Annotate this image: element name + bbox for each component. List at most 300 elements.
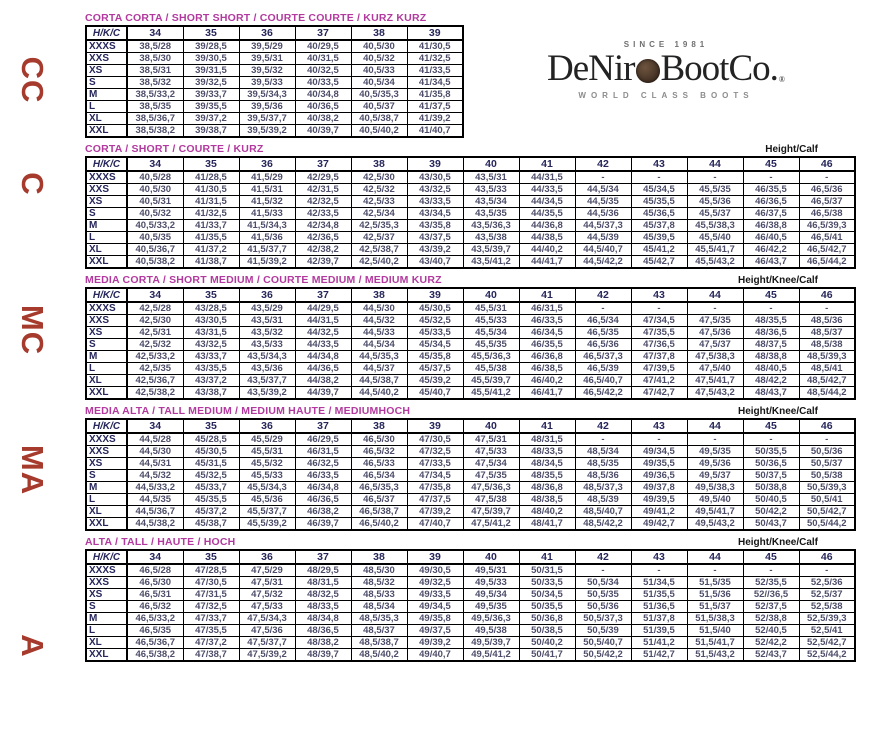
size-cell: 47,5/34	[463, 458, 519, 470]
side-label-corta-corta: CC	[15, 56, 50, 104]
table-row-xl	[86, 375, 855, 387]
size-cell: 40,5/32	[351, 53, 407, 65]
size-cell: 50/33,5	[519, 577, 575, 589]
table-row-xxl	[86, 518, 855, 531]
size-cell: 48,5/34	[575, 446, 631, 458]
column-header-size-44: 44	[687, 157, 743, 171]
size-cell: 51/42,7	[631, 649, 687, 662]
row-size-label: S	[86, 77, 127, 89]
size-cell: 48/37,5	[743, 339, 799, 351]
size-cell: 47/34,5	[407, 470, 463, 482]
size-cell: 47/37,2	[183, 637, 239, 649]
column-header-size-37: 37	[295, 550, 351, 564]
size-cell: 44,5/30	[351, 302, 407, 315]
size-cell: 42/39,7	[295, 256, 351, 269]
table-row-xxxs	[86, 564, 855, 577]
size-cell: 43,5/31	[239, 315, 295, 327]
size-cell: 38,5/38,2	[127, 125, 183, 138]
size-cell: 44,5/38,7	[351, 375, 407, 387]
column-header-size-38: 38	[351, 550, 407, 564]
size-cell: -	[631, 433, 687, 446]
size-cell: 43/39,2	[407, 244, 463, 256]
size-cell: 40/36,5	[295, 101, 351, 113]
table-row-xxs	[86, 53, 463, 65]
size-cell: 47/31,5	[183, 589, 239, 601]
size-cell: 39/28,5	[183, 40, 239, 53]
row-size-label: M	[86, 89, 127, 101]
size-cell: 39,5/37,7	[239, 113, 295, 125]
size-cell: 47,5/35	[687, 315, 743, 327]
size-cell: 44,5/42,2	[575, 256, 631, 269]
row-size-label: XXS	[86, 53, 127, 65]
size-cell: -	[799, 302, 855, 315]
row-size-label: XXL	[86, 649, 127, 662]
size-cell: 42,5/30	[351, 171, 407, 184]
size-cell: 48/34,8	[295, 613, 351, 625]
row-size-label: XXXS	[86, 302, 127, 315]
size-cell: 42,5/40,2	[351, 256, 407, 269]
size-cell: 45,5/33	[239, 470, 295, 482]
size-cell: 44,5/32	[127, 470, 183, 482]
size-cell: 51/36,5	[631, 601, 687, 613]
size-cell: 41/35,5	[183, 232, 239, 244]
size-cell: 47,5/34,3	[239, 613, 295, 625]
table-row-xl	[86, 506, 855, 518]
size-cell: 47/38,7	[183, 649, 239, 662]
size-cell: 40,5/32	[127, 208, 183, 220]
size-cell: 45,5/39,7	[463, 375, 519, 387]
table-row-s	[86, 77, 463, 89]
size-cell: 48,5/34	[351, 601, 407, 613]
table-row-m	[86, 613, 855, 625]
size-cell: 46,5/31	[127, 589, 183, 601]
row-size-label: XXXS	[86, 433, 127, 446]
size-cell: 41/37,2	[183, 244, 239, 256]
size-cell: 52/38,8	[743, 613, 799, 625]
size-cell: 40,5/37	[351, 101, 407, 113]
row-size-label: XXL	[86, 256, 127, 269]
size-cell: 46,5/38	[799, 208, 855, 220]
table-row-xl	[86, 113, 463, 125]
side-label-alta: A	[15, 634, 50, 658]
size-cell: 45/32,5	[407, 315, 463, 327]
table-row-xxs	[86, 577, 855, 589]
column-header-size-39: 39	[407, 550, 463, 564]
size-cell: 41/32,5	[183, 208, 239, 220]
size-cell: 46/37,5	[743, 208, 799, 220]
size-cell: 47/35,5	[631, 327, 687, 339]
size-cell: 39,5/31	[239, 53, 295, 65]
size-table-section-1	[85, 11, 462, 138]
corner-header-hkc: H/K/C	[86, 550, 127, 564]
size-cell: 52/35,5	[743, 577, 799, 589]
size-cell: 40/34,8	[295, 89, 351, 101]
size-cell: 45,5/38,3	[687, 220, 743, 232]
size-cell: 47,5/33	[239, 601, 295, 613]
size-cell: 47/35,5	[183, 625, 239, 637]
size-cell: 46/29,5	[295, 433, 351, 446]
row-size-label: XXL	[86, 387, 127, 400]
size-cell: 48,5/38,7	[351, 637, 407, 649]
size-cell: 45/32,5	[183, 470, 239, 482]
size-cell: 44/39,7	[295, 387, 351, 400]
size-cell: 40,5/30	[351, 40, 407, 53]
column-header-size-44: 44	[687, 419, 743, 433]
size-cell: 51,5/36	[687, 589, 743, 601]
size-cell: 45/37,2	[183, 506, 239, 518]
size-cell: 45/39,5	[631, 232, 687, 244]
size-cell: 47/28,5	[183, 564, 239, 577]
size-cell: 48/41,7	[519, 518, 575, 531]
size-cell: 52,5/41	[799, 625, 855, 637]
size-cell: 44/38,5	[519, 232, 575, 244]
size-cell: 43,5/35	[463, 208, 519, 220]
size-cell: 45,5/37,7	[239, 506, 295, 518]
size-cell: 47,5/43,2	[687, 387, 743, 400]
column-header-size-34: 34	[127, 550, 183, 564]
side-label-corta: C	[15, 172, 50, 196]
size-cell: 45,5/37	[687, 208, 743, 220]
size-cell: 52/37,5	[743, 601, 799, 613]
size-cell: 39/38,7	[183, 125, 239, 138]
size-table-section-5	[85, 535, 854, 662]
size-cell: 46,5/36,7	[127, 637, 183, 649]
size-cell: 50/37,5	[743, 470, 799, 482]
column-header-size-37: 37	[295, 419, 351, 433]
table-row-xl	[86, 637, 855, 649]
size-cell: 45,5/36,3	[463, 351, 519, 363]
column-header-size-42: 42	[575, 157, 631, 171]
size-cell: 50,5/40,7	[575, 637, 631, 649]
column-header-size-35: 35	[183, 550, 239, 564]
size-cell: 44,5/37	[351, 363, 407, 375]
size-table	[85, 156, 856, 269]
size-cell: 43,5/34,3	[239, 351, 295, 363]
size-cell: 42/29,5	[295, 171, 351, 184]
measure-unit-label: Height/Knee/Calf	[737, 406, 818, 417]
size-cell: 48/34,5	[519, 458, 575, 470]
size-cell: 45,5/29	[239, 433, 295, 446]
size-cell: 45,5/31	[239, 446, 295, 458]
size-cell: 39/30,5	[183, 53, 239, 65]
size-cell: 46/34,5	[519, 327, 575, 339]
row-size-label: XS	[86, 327, 127, 339]
size-cell: 42,5/32	[127, 339, 183, 351]
size-cell: 44,5/33	[351, 327, 407, 339]
size-cell: 43/35,5	[183, 363, 239, 375]
size-cell: 42/36,5	[295, 232, 351, 244]
size-cell: 46/36,8	[519, 351, 575, 363]
size-cell: 48,5/35,3	[351, 613, 407, 625]
size-cell: 47/30,5	[407, 433, 463, 446]
table-row-xxxs	[86, 40, 463, 53]
size-cell: 45/33,7	[183, 482, 239, 494]
size-cell: 45/36,5	[631, 208, 687, 220]
size-cell: 43/32,5	[183, 339, 239, 351]
size-cell: 46/41,7	[519, 387, 575, 400]
size-cell: 45/35,5	[183, 494, 239, 506]
column-header-size-41: 41	[519, 419, 575, 433]
column-header-size-45: 45	[743, 419, 799, 433]
size-cell: 47,5/36	[687, 327, 743, 339]
size-cell: 51/37,8	[631, 613, 687, 625]
size-cell: 38,5/35	[127, 101, 183, 113]
size-cell: 48,5/42,7	[799, 375, 855, 387]
size-cell: 45/28,5	[183, 433, 239, 446]
size-cell: 41,5/39,2	[239, 256, 295, 269]
size-cell: 48,5/32	[351, 577, 407, 589]
size-cell: 52/40,5	[743, 625, 799, 637]
size-cell: 44,5/36	[575, 208, 631, 220]
size-cell: 47,5/40	[687, 363, 743, 375]
size-cell: 48/39,7	[295, 649, 351, 662]
size-cell: 46/38,8	[743, 220, 799, 232]
size-cell: 42/31,5	[295, 184, 351, 196]
size-cell: 46,5/42,7	[799, 244, 855, 256]
size-cell: 46,5/38,2	[127, 649, 183, 662]
column-header-size-45: 45	[743, 550, 799, 564]
size-cell: 46/35,5	[743, 184, 799, 196]
row-size-label: L	[86, 363, 127, 375]
size-cell: -	[743, 302, 799, 315]
row-size-label: XL	[86, 244, 127, 256]
size-cell: 51,5/43,2	[687, 649, 743, 662]
size-cell: 41/38,7	[183, 256, 239, 269]
size-cell: 41/33,5	[407, 65, 463, 77]
size-cell: 48/33,5	[519, 446, 575, 458]
column-header-size-40: 40	[463, 157, 519, 171]
size-cell: 45,5/41,2	[463, 387, 519, 400]
size-cell: 46/42,2	[743, 244, 799, 256]
column-header-size-34: 34	[127, 288, 183, 302]
size-cell: 46,5/28	[127, 564, 183, 577]
size-cell: 42/38,2	[295, 244, 351, 256]
size-cell: 50/38,5	[519, 625, 575, 637]
column-header-size-40: 40	[463, 288, 519, 302]
size-cell: 50/40,5	[743, 494, 799, 506]
row-size-label: XL	[86, 506, 127, 518]
size-cell: 43,5/41,2	[463, 256, 519, 269]
size-cell: 47/37,8	[631, 351, 687, 363]
size-cell: 45/33,5	[407, 327, 463, 339]
size-cell: 48/31,5	[295, 577, 351, 589]
size-cell: 49/34,5	[631, 446, 687, 458]
size-cell: 48,5/44,2	[799, 387, 855, 400]
size-cell: 49,5/38,3	[687, 482, 743, 494]
size-cell: 48,5/40,7	[575, 506, 631, 518]
size-cell: 43,5/37,7	[239, 375, 295, 387]
size-cell: 49/40,7	[407, 649, 463, 662]
size-cell: 40/31,5	[295, 53, 351, 65]
size-cell: 48/36,5	[743, 327, 799, 339]
size-cell: 39,5/34,3	[239, 89, 295, 101]
size-cell: -	[575, 302, 631, 315]
size-cell: 47/40,7	[407, 518, 463, 531]
size-cell: 43,5/29	[239, 302, 295, 315]
size-cell: -	[687, 564, 743, 577]
size-cell: 43/30,5	[183, 315, 239, 327]
column-header-size-39: 39	[407, 419, 463, 433]
size-cell: 46/34,8	[295, 482, 351, 494]
size-cell: 46,5/35	[575, 327, 631, 339]
size-cell: 39/35,5	[183, 101, 239, 113]
size-cell: 42,5/36,7	[127, 375, 183, 387]
size-cell: 41/30,5	[183, 184, 239, 196]
size-cell: 39/32,5	[183, 77, 239, 89]
row-size-label: S	[86, 601, 127, 613]
size-cell: 45,5/34,3	[239, 482, 295, 494]
size-cell: 48,5/38	[799, 339, 855, 351]
size-cell: 48,5/39,3	[799, 351, 855, 363]
size-cell: 48,5/39	[575, 494, 631, 506]
column-header-size-37: 37	[295, 26, 351, 40]
table-row-l	[86, 625, 855, 637]
column-header-size-36: 36	[239, 419, 295, 433]
size-cell: 49/41,2	[631, 506, 687, 518]
size-cell: 40,5/38,7	[351, 113, 407, 125]
row-size-label: S	[86, 470, 127, 482]
size-cell: 49/39,5	[631, 494, 687, 506]
size-table	[85, 549, 856, 662]
logo-name-left: DeNir	[547, 48, 635, 89]
size-cell: 49/42,7	[631, 518, 687, 531]
column-header-size-42: 42	[575, 550, 631, 564]
size-cell: 46,5/42,2	[575, 387, 631, 400]
measure-unit-label: Height/Calf	[765, 144, 818, 155]
size-cell: 48/35,5	[743, 315, 799, 327]
size-cell: 47,5/41,7	[687, 375, 743, 387]
size-cell: 41/35,8	[407, 89, 463, 101]
size-cell: 47,5/31	[239, 577, 295, 589]
table-title: MEDIA ALTA / TALL MEDIUM / MEDIUM HAUTE / MEDIUMHOCH	[85, 405, 411, 417]
size-cell: 44/32,5	[295, 327, 351, 339]
size-cell: 52,5/36	[799, 577, 855, 589]
size-cell: 52,5/44,2	[799, 649, 855, 662]
size-cell: 52/42,2	[743, 637, 799, 649]
size-cell: 42,5/33	[351, 196, 407, 208]
size-cell: 45/30,5	[183, 446, 239, 458]
table-title: MEDIA CORTA / SHORT MEDIUM / COURTE MEDIUM / MEDIUM KURZ	[85, 274, 442, 286]
size-cell: 50/35,5	[519, 601, 575, 613]
row-size-label: L	[86, 625, 127, 637]
table-row-s	[86, 601, 855, 613]
size-cell: 50/43,7	[743, 518, 799, 531]
column-header-size-43: 43	[631, 419, 687, 433]
corner-header-hkc: H/K/C	[86, 157, 127, 171]
size-cell: 47,5/32	[239, 589, 295, 601]
column-header-size-38: 38	[351, 288, 407, 302]
size-cell: 50/41,7	[519, 649, 575, 662]
size-cell: -	[743, 171, 799, 184]
size-cell: 44/36,8	[519, 220, 575, 232]
row-size-label: L	[86, 494, 127, 506]
size-cell: -	[631, 171, 687, 184]
row-size-label: XXL	[86, 518, 127, 531]
size-cell: 47/36,5	[631, 339, 687, 351]
size-cell: 47,5/41,2	[463, 518, 519, 531]
size-cell: -	[743, 564, 799, 577]
size-cell: 42,5/38,2	[127, 387, 183, 400]
size-cell: 47,5/38	[463, 494, 519, 506]
size-cell: 50/36,8	[519, 613, 575, 625]
column-header-size-40: 40	[463, 550, 519, 564]
row-size-label: XXS	[86, 446, 127, 458]
column-header-size-43: 43	[631, 288, 687, 302]
column-header-size-35: 35	[183, 26, 239, 40]
size-cell: 49/32,5	[407, 577, 463, 589]
size-cell: 40,5/35	[127, 232, 183, 244]
table-row-m	[86, 220, 855, 232]
column-header-size-36: 36	[239, 26, 295, 40]
row-size-label: XXS	[86, 577, 127, 589]
size-cell: 49,5/36	[687, 458, 743, 470]
size-cell: 49,5/40	[687, 494, 743, 506]
size-cell: 43,5/36,3	[463, 220, 519, 232]
size-cell: 48,5/42,2	[575, 518, 631, 531]
size-cell: 44/38,2	[295, 375, 351, 387]
size-cell: 48,5/30	[351, 564, 407, 577]
column-header-size-46: 46	[799, 288, 855, 302]
table-row-xxs	[86, 315, 855, 327]
size-cell: 41/40,7	[407, 125, 463, 138]
size-cell: 46/38,2	[295, 506, 351, 518]
size-cell: 44/33,5	[519, 184, 575, 196]
size-cell: 50,5/44,2	[799, 518, 855, 531]
column-header-size-38: 38	[351, 419, 407, 433]
size-cell: 42,5/28	[127, 302, 183, 315]
size-cell: 43,5/32	[239, 327, 295, 339]
size-cell: 46,5/38,7	[351, 506, 407, 518]
size-cell: 45,5/38	[463, 363, 519, 375]
size-cell: 46,5/35	[127, 625, 183, 637]
row-size-label: L	[86, 101, 127, 113]
size-cell: 47/42,7	[631, 387, 687, 400]
size-cell: 43/37,2	[183, 375, 239, 387]
size-cell: 43,5/33	[463, 184, 519, 196]
size-cell: 49/39,2	[407, 637, 463, 649]
size-cell: 45/38,7	[183, 518, 239, 531]
size-cell: 46/39,7	[295, 518, 351, 531]
column-header-size-42: 42	[575, 288, 631, 302]
size-cell: 47/33,7	[183, 613, 239, 625]
row-size-label: M	[86, 613, 127, 625]
column-header-size-46: 46	[799, 550, 855, 564]
table-row-xxs	[86, 184, 855, 196]
table-row-xs	[86, 65, 463, 77]
logo-tagline-text: WORLD CLASS BOOTS	[578, 91, 754, 100]
size-cell: 47/34,5	[631, 315, 687, 327]
size-cell: 40/33,5	[295, 77, 351, 89]
size-cell: 46,5/36	[575, 339, 631, 351]
size-cell: 50/40,2	[519, 637, 575, 649]
table-row-xxl	[86, 649, 855, 662]
column-header-size-38: 38	[351, 157, 407, 171]
size-cell: 52,5/39,3	[799, 613, 855, 625]
size-cell: 52,5/37	[799, 589, 855, 601]
size-cell: 48,5/36	[575, 470, 631, 482]
size-cell: 45/42,7	[631, 256, 687, 269]
column-header-size-36: 36	[239, 288, 295, 302]
row-size-label: S	[86, 339, 127, 351]
size-cell: 47/35,8	[407, 482, 463, 494]
size-cell: 41/37,5	[407, 101, 463, 113]
table-row-xs	[86, 196, 855, 208]
size-cell: 44,5/40,7	[575, 244, 631, 256]
column-header-size-35: 35	[183, 419, 239, 433]
size-cell: 43,5/39,2	[239, 387, 295, 400]
row-size-label: XS	[86, 589, 127, 601]
registered-mark-icon: ®	[778, 75, 785, 84]
